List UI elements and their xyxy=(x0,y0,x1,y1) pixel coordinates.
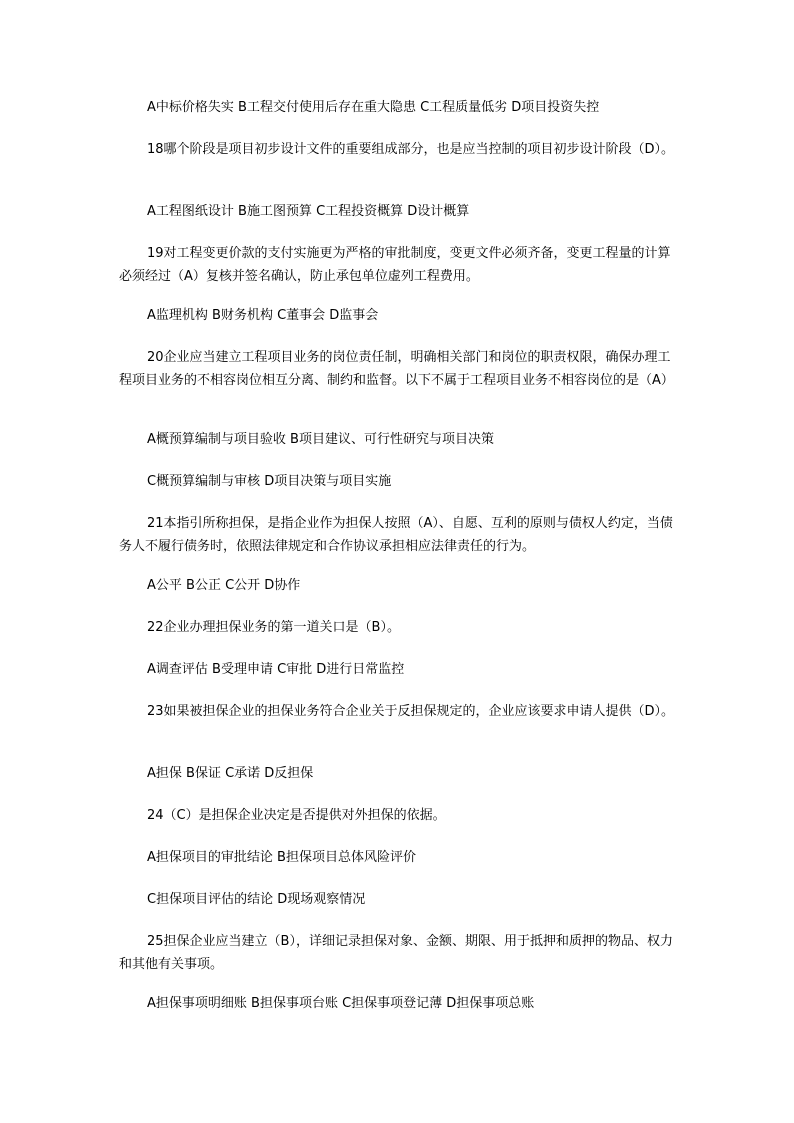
question-24: 24（C）是担保企业决定是否提供对外担保的依据。 xyxy=(147,808,446,823)
question-22: 22企业办理担保业务的第一道关口是（B）。 xyxy=(147,620,400,635)
question-25: 25担保企业应当建立（B），详细记录担保对象、金额、期限、用于抵押和质押的物品、权力和其他有关事项。 xyxy=(119,934,673,972)
answer-options-20b: C概预算编制与审核 D项目决策与项目实施 xyxy=(147,474,392,489)
question-18: 18哪个阶段是项目初步设计文件的重要组成部分，也是应当控制的项目初步设计阶段（D）。 xyxy=(147,142,675,157)
answer-options-20a: A概预算编制与项目验收 B项目建议、可行性研究与项目决策 xyxy=(147,432,494,447)
answer-options-23: A担保 B保证 C承诺 D反担保 xyxy=(147,766,314,781)
question-20: 20企业应当建立工程项目业务的岗位责任制，明确相关部门和岗位的职责权限，确保办理工程项目业务的不相容岗位相互分离、制约和监督。以下不属于工程项目业务不相容岗位的是（A） xyxy=(119,350,674,388)
question-19: 19对工程变更价款的支付实施更为严格的审批制度，变更文件必须齐备，变更工程量的计算必须经过（A）复核并签名确认，防止承包单位虚列工程费用。 xyxy=(119,246,671,284)
answer-options-19: A监理机构 B财务机构 C董事会 D监事会 xyxy=(147,308,379,323)
answer-options-18: A工程图纸设计 B施工图预算 C工程投资概算 D设计概算 xyxy=(147,204,470,219)
question-23: 23如果被担保企业的担保业务符合企业关于反担保规定的，企业应该要求申请人提供（D）。 xyxy=(147,704,675,719)
answer-options-22: A调查评估 B受理申请 C审批 D进行日常监控 xyxy=(147,662,405,677)
answer-options-17: A中标价格失实 B工程交付使用后存在重大隐患 C工程质量低劣 D项目投资失控 xyxy=(147,100,600,115)
answer-options-24a: A担保项目的审批结论 B担保项目总体风险评价 xyxy=(147,850,416,865)
question-21: 21本指引所称担保，是指企业作为担保人按照（A）、自愿、互利的原则与债权人约定，当债务人不履行债务时，依照法律规定和合作协议承担相应法律责任的行为。 xyxy=(119,516,673,554)
answer-options-24b: C担保项目评估的结论 D现场观察情况 xyxy=(147,892,366,907)
answer-options-25: A担保事项明细账 B担保事项台账 C担保事项登记薄 D担保事项总账 xyxy=(147,996,535,1011)
answer-options-21: A公平 B公正 C公开 D协作 xyxy=(147,578,301,593)
